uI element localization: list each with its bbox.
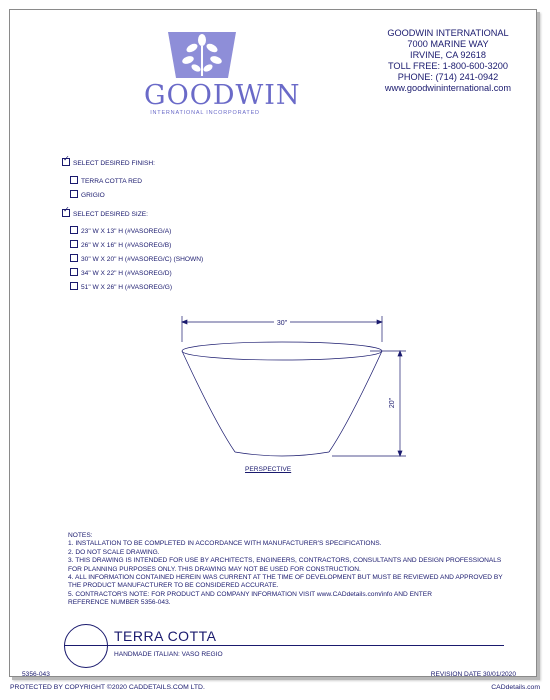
note-line: FOR PLANNING PURPOSES ONLY. THIS DRAWING MAY NOT BE USED FOR CONSTRUCTION.	[68, 565, 361, 573]
company-city: IRVINE, CA 92618	[410, 50, 486, 60]
option-label: 23" W X 13" H (#VASOREG/A)	[81, 228, 172, 235]
company-tollfree: TOLL FREE: 1-800-600-3200	[387, 61, 508, 71]
title-divider	[64, 645, 504, 646]
perspective-caption: PERSPECTIVE	[245, 466, 292, 473]
option-label: TERRA COTTA RED	[81, 178, 143, 185]
revision-date: REVISION DATE 30/01/2020	[430, 671, 516, 678]
size-heading-checkbox[interactable]	[62, 209, 70, 217]
checkbox[interactable]	[70, 226, 78, 234]
size-option-g[interactable]	[70, 282, 172, 292]
note-line: THE PRODUCT MANUFACTURER TO BE CONSIDERED ACCURATE.	[68, 582, 279, 590]
product-title: TERRA COTTA	[114, 628, 217, 644]
drawing-sheet	[9, 9, 537, 677]
company-street: 7000 MARINE WAY	[407, 39, 489, 49]
width-dimension-label: 30"	[276, 320, 288, 327]
document-number: 5356-043	[22, 671, 50, 678]
checkbox[interactable]	[70, 240, 78, 248]
note-line: REFERENCE NUMBER 5356-043.	[68, 599, 171, 607]
planter-perspective-drawing	[170, 310, 410, 480]
finish-heading-checkbox[interactable]	[62, 158, 70, 166]
logo-wordmark: GOODWIN	[144, 80, 301, 111]
size-option-a[interactable]	[70, 226, 171, 236]
company-name: GOODWIN INTERNATIONAL	[387, 28, 509, 38]
finish-option-terra-cotta-red[interactable]	[70, 176, 142, 186]
note-line: 4. ALL INFORMATION CONTAINED HEREIN WAS CURRENT AT THE TIME OF DEVELOPMENT BUT MUST BE REVIEWED AND APPROVED BY	[68, 574, 503, 582]
note-line: 3. THIS DRAWING IS INTENDED FOR USE BY ARCHITECTS, ENGINEERS, CONTRACTORS, CONSULTANTS AND DESIGN PROFESSIONALS	[68, 557, 502, 565]
option-label: 34" W X 22" H (#VASOREG/D)	[81, 270, 172, 277]
size-heading	[62, 209, 148, 219]
company-website[interactable]: www.goodwininternational.com	[384, 83, 512, 93]
size-option-c[interactable]	[70, 254, 203, 264]
finish-heading	[62, 158, 155, 168]
option-label: 51" W X 26" H (#VASOREG/G)	[81, 284, 173, 291]
note-line: 1. INSTALLATION TO BE COMPLETED IN ACCORDANCE WITH MANUFACTURER'S SPECIFICATIONS.	[68, 540, 382, 548]
product-subtitle: HANDMADE ITALIAN: VASO REGIO	[114, 651, 223, 658]
logo-tagline: INTERNATIONAL INCORPORATED	[150, 110, 260, 116]
option-label: 30" W X 20" H (#VASOREG/C) (SHOWN)	[81, 256, 204, 263]
option-label: 26" W X 16" H (#VASOREG/B)	[81, 242, 172, 249]
title-circle-icon	[64, 624, 108, 668]
height-dimension-label: 20"	[389, 397, 396, 409]
notes-heading: NOTES:	[68, 532, 93, 539]
size-option-b[interactable]	[70, 240, 171, 250]
size-heading-label: SELECT DESIRED SIZE:	[73, 211, 148, 218]
finish-heading-label: SELECT DESIRED FINISH:	[73, 160, 155, 167]
copyright-footer: PROTECTED BY COPYRIGHT ©2020 CADDETAILS.COM LTD.	[10, 684, 205, 691]
checkbox[interactable]	[70, 190, 78, 198]
note-line: 2. DO NOT SCALE DRAWING.	[68, 548, 160, 556]
checkbox[interactable]	[70, 254, 78, 262]
company-phone: PHONE: (714) 241-0942	[397, 72, 499, 82]
caddetails-link[interactable]: CADdetails.com	[491, 684, 540, 691]
size-option-d[interactable]	[70, 268, 172, 278]
checkbox[interactable]	[70, 282, 78, 290]
notes-block	[68, 532, 503, 608]
company-info	[370, 28, 526, 94]
note-line: 5. CONTRACTOR'S NOTE: FOR PRODUCT AND COMPANY INFORMATION VISIT www.CADdetails.com/info AND ENTER	[68, 590, 432, 598]
checkbox[interactable]	[70, 176, 78, 184]
finish-option-grigio[interactable]	[70, 190, 105, 200]
checkbox[interactable]	[70, 268, 78, 276]
option-label: GRIGIO	[81, 192, 105, 199]
